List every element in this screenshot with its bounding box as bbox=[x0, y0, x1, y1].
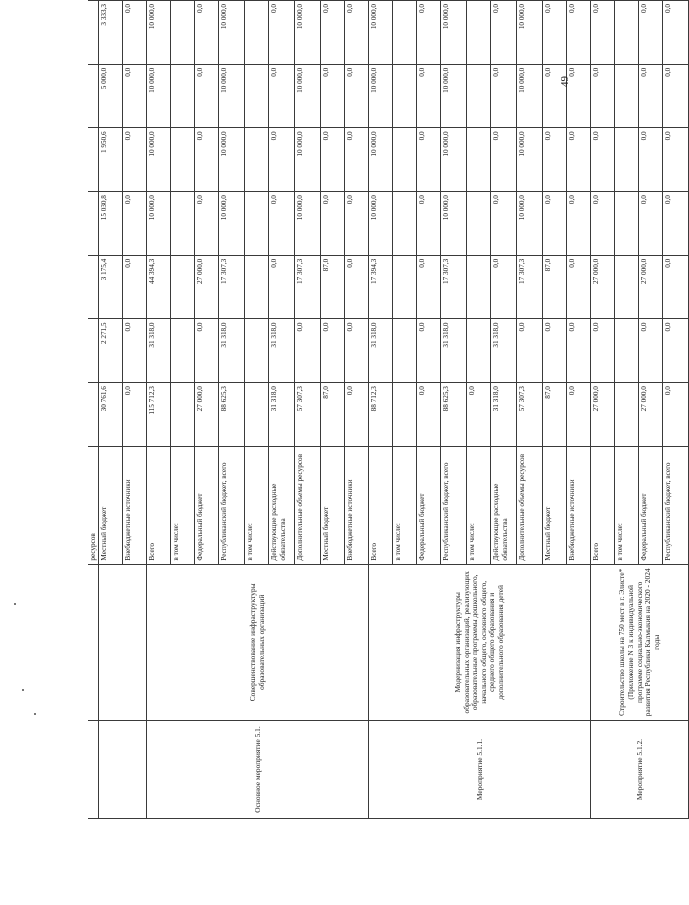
value-cell: 0,0 bbox=[567, 64, 591, 128]
source-label: в том числе: bbox=[245, 446, 269, 564]
value-cell: 0,0 bbox=[567, 128, 591, 192]
value-cell: 17 307,3 bbox=[219, 255, 245, 319]
value-cell: 0,0 bbox=[543, 1, 567, 65]
value-cell: 0,0 bbox=[269, 1, 295, 65]
event-name-cell bbox=[88, 564, 99, 720]
value-cell: 0,0 bbox=[345, 1, 369, 65]
value-cell: 0,0 bbox=[591, 319, 615, 383]
value-cell: 87,0 bbox=[321, 255, 345, 319]
value-cell: 0,0 bbox=[123, 64, 147, 128]
value-cell: 0,0 bbox=[123, 383, 147, 447]
value-cell bbox=[467, 192, 491, 256]
event-cell bbox=[88, 721, 99, 819]
value-cell bbox=[467, 64, 491, 128]
source-label: в том числе: bbox=[171, 446, 195, 564]
value-cell: 0,0 bbox=[417, 319, 441, 383]
event-name-cell: Модернизация инфраструктуры образовательных организаций, реализующих образовательные программы дошкольного, начального общего, основного общего, среднего общего образования и дополнительного образования детей bbox=[369, 564, 591, 720]
value-cell: 27 000,0 bbox=[639, 255, 663, 319]
value-cell: 10 000,0 bbox=[369, 1, 393, 65]
source-label: Федеральный бюджет bbox=[417, 446, 441, 564]
value-cell: 17 307,3 bbox=[295, 255, 321, 319]
value-cell: 0,0 bbox=[663, 64, 689, 128]
value-cell: 0,0 bbox=[417, 64, 441, 128]
value-cell: 0,0 bbox=[543, 128, 567, 192]
value-cell: 0,0 bbox=[517, 319, 543, 383]
value-cell: 0,0 bbox=[123, 1, 147, 65]
value-cell: 0,0 bbox=[417, 1, 441, 65]
value-cell: 0,0 bbox=[467, 383, 491, 447]
scan-mark bbox=[34, 713, 36, 715]
event-id-cell: Основное мероприятие 5.1. bbox=[147, 721, 369, 819]
value-cell: 10 000,0 bbox=[219, 192, 245, 256]
value-cell bbox=[88, 1, 99, 65]
value-cell bbox=[88, 128, 99, 192]
source-label: Республиканский бюджет, всего bbox=[441, 446, 467, 564]
value-cell bbox=[171, 383, 195, 447]
source-label: в том числе: bbox=[393, 446, 417, 564]
value-cell: 87,0 bbox=[543, 255, 567, 319]
value-cell: 10 000,0 bbox=[219, 64, 245, 128]
value-cell: 31 318,0 bbox=[219, 319, 245, 383]
table-row bbox=[147, 1, 171, 819]
value-cell bbox=[245, 319, 269, 383]
scan-mark bbox=[14, 603, 16, 605]
event-name-cell bbox=[99, 564, 147, 720]
value-cell bbox=[88, 64, 99, 128]
value-cell: 0,0 bbox=[663, 192, 689, 256]
value-cell: 0,0 bbox=[591, 1, 615, 65]
value-cell: 0,0 bbox=[567, 319, 591, 383]
source-label: Действующие расходные обязательства bbox=[491, 446, 517, 564]
value-cell: 31 318,0 bbox=[491, 383, 517, 447]
value-cell: 3 333,3 bbox=[99, 1, 123, 65]
value-cell bbox=[615, 255, 639, 319]
table-row bbox=[369, 1, 393, 819]
source-label: Местный бюджет bbox=[321, 446, 345, 564]
value-cell: 88 625,3 bbox=[219, 383, 245, 447]
value-cell bbox=[245, 383, 269, 447]
value-cell: 57 307,3 bbox=[295, 383, 321, 447]
value-cell: 31 318,0 bbox=[269, 319, 295, 383]
value-cell: 0,0 bbox=[269, 255, 295, 319]
value-cell: 0,0 bbox=[491, 192, 517, 256]
value-cell: 0,0 bbox=[639, 319, 663, 383]
value-cell bbox=[467, 128, 491, 192]
value-cell: 0,0 bbox=[321, 128, 345, 192]
value-cell: 10 000,0 bbox=[147, 64, 171, 128]
source-label: Действующие расходные обязательства bbox=[269, 446, 295, 564]
scan-mark bbox=[22, 689, 24, 691]
value-cell: 0,0 bbox=[295, 319, 321, 383]
source-label: Федеральный бюджет bbox=[639, 446, 663, 564]
value-cell bbox=[171, 1, 195, 65]
value-cell: 0,0 bbox=[269, 192, 295, 256]
value-cell: 0,0 bbox=[639, 192, 663, 256]
value-cell: 0,0 bbox=[567, 383, 591, 447]
value-cell: 88 712,3 bbox=[369, 383, 393, 447]
value-cell: 115 712,3 bbox=[147, 383, 171, 447]
value-cell bbox=[393, 319, 417, 383]
value-cell: 0,0 bbox=[321, 319, 345, 383]
value-cell bbox=[393, 383, 417, 447]
value-cell: 0,0 bbox=[269, 64, 295, 128]
value-cell bbox=[615, 128, 639, 192]
source-label: Республиканский бюджет, всего bbox=[219, 446, 245, 564]
value-cell bbox=[88, 192, 99, 256]
value-cell: 87,0 bbox=[543, 383, 567, 447]
value-cell: 0,0 bbox=[417, 192, 441, 256]
value-cell: 0,0 bbox=[491, 128, 517, 192]
value-cell: 5 000,0 bbox=[99, 64, 123, 128]
value-cell: 0,0 bbox=[321, 1, 345, 65]
value-cell bbox=[393, 64, 417, 128]
source-label: Дополнительные объемы ресурсов bbox=[295, 446, 321, 564]
value-cell: 0,0 bbox=[345, 192, 369, 256]
value-cell: 10 000,0 bbox=[147, 192, 171, 256]
source-label: в том числе: bbox=[615, 446, 639, 564]
value-cell: 10 000,0 bbox=[369, 192, 393, 256]
value-cell: 27 000,0 bbox=[195, 383, 219, 447]
source-label: Дополнительные объемы ресурсов bbox=[517, 446, 543, 564]
value-cell: 0,0 bbox=[195, 1, 219, 65]
value-cell: 10 000,0 bbox=[219, 1, 245, 65]
value-cell: 15 030,8 bbox=[99, 192, 123, 256]
table-row bbox=[99, 1, 123, 819]
value-cell bbox=[615, 64, 639, 128]
value-cell: 10 000,0 bbox=[517, 1, 543, 65]
value-cell: 0,0 bbox=[639, 64, 663, 128]
value-cell: 0,0 bbox=[663, 255, 689, 319]
value-cell bbox=[615, 319, 639, 383]
value-cell bbox=[245, 128, 269, 192]
value-cell: 0,0 bbox=[491, 255, 517, 319]
value-cell: 10 000,0 bbox=[369, 128, 393, 192]
value-cell: 0,0 bbox=[543, 192, 567, 256]
value-cell: 31 318,0 bbox=[147, 319, 171, 383]
source-label: Всего bbox=[369, 446, 393, 564]
value-cell: 0,0 bbox=[491, 1, 517, 65]
source-label: Внебюджетные источники bbox=[567, 446, 591, 564]
value-cell: 10 000,0 bbox=[441, 1, 467, 65]
value-cell: 0,0 bbox=[543, 319, 567, 383]
value-cell: 0,0 bbox=[639, 1, 663, 65]
value-cell: 0,0 bbox=[195, 192, 219, 256]
value-cell: 10 000,0 bbox=[147, 128, 171, 192]
value-cell: 57 307,3 bbox=[517, 383, 543, 447]
value-cell: 17 394,3 bbox=[369, 255, 393, 319]
value-cell bbox=[88, 255, 99, 319]
source-label: Внебюджетные источники bbox=[345, 446, 369, 564]
event-id-cell: Мероприятие 5.1.1. bbox=[369, 721, 591, 819]
value-cell: 31 318,0 bbox=[269, 383, 295, 447]
value-cell bbox=[615, 383, 639, 447]
value-cell: 3 175,4 bbox=[99, 255, 123, 319]
table-row bbox=[88, 1, 99, 819]
value-cell bbox=[615, 1, 639, 65]
value-cell: 87,0 bbox=[321, 383, 345, 447]
source-label: Внебюджетные источники bbox=[123, 446, 147, 564]
value-cell bbox=[393, 1, 417, 65]
value-cell: 0,0 bbox=[345, 128, 369, 192]
value-cell bbox=[245, 1, 269, 65]
source-label: в том числе: bbox=[467, 446, 491, 564]
value-cell: 0,0 bbox=[663, 319, 689, 383]
value-cell: 0,0 bbox=[417, 128, 441, 192]
value-cell: 0,0 bbox=[491, 64, 517, 128]
value-cell: 0,0 bbox=[321, 64, 345, 128]
value-cell: 1 950,6 bbox=[99, 128, 123, 192]
value-cell bbox=[245, 64, 269, 128]
value-cell bbox=[171, 128, 195, 192]
value-cell: 0,0 bbox=[591, 192, 615, 256]
value-cell: 0,0 bbox=[543, 64, 567, 128]
value-cell: 0,0 bbox=[567, 192, 591, 256]
value-cell: 0,0 bbox=[195, 319, 219, 383]
value-cell: 0,0 bbox=[195, 64, 219, 128]
value-cell: 44 394,3 bbox=[147, 255, 171, 319]
value-cell bbox=[171, 255, 195, 319]
value-cell: 10 000,0 bbox=[517, 64, 543, 128]
value-cell: 0,0 bbox=[269, 128, 295, 192]
value-cell: 0,0 bbox=[663, 1, 689, 65]
value-cell: 0,0 bbox=[591, 64, 615, 128]
value-cell: 0,0 bbox=[123, 319, 147, 383]
source-label: Республиканский бюджет, всего bbox=[663, 446, 689, 564]
value-cell: 0,0 bbox=[591, 128, 615, 192]
source-label: Всего bbox=[591, 446, 615, 564]
value-cell: 10 000,0 bbox=[441, 128, 467, 192]
source-label: Местный бюджет bbox=[99, 446, 123, 564]
value-cell: 10 000,0 bbox=[147, 1, 171, 65]
value-cell: 0,0 bbox=[345, 319, 369, 383]
event-id-cell: Мероприятие 5.1.2. bbox=[591, 721, 689, 819]
value-cell: 0,0 bbox=[123, 192, 147, 256]
value-cell: 0,0 bbox=[123, 255, 147, 319]
value-cell: 10 000,0 bbox=[441, 64, 467, 128]
value-cell: 27 000,0 bbox=[639, 383, 663, 447]
value-cell: 10 000,0 bbox=[295, 128, 321, 192]
value-cell: 2 271,5 bbox=[99, 319, 123, 383]
value-cell: 0,0 bbox=[345, 383, 369, 447]
value-cell bbox=[171, 319, 195, 383]
value-cell: 0,0 bbox=[195, 128, 219, 192]
source-note: ресурсов bbox=[88, 446, 99, 564]
value-cell: 0,0 bbox=[345, 64, 369, 128]
value-cell: 0,0 bbox=[417, 383, 441, 447]
value-cell: 10 000,0 bbox=[295, 64, 321, 128]
value-cell: 10 000,0 bbox=[295, 192, 321, 256]
value-cell: 17 307,3 bbox=[441, 255, 467, 319]
page-number: 49 bbox=[559, 76, 571, 87]
value-cell bbox=[615, 192, 639, 256]
source-label: Федеральный бюджет bbox=[195, 446, 219, 564]
value-cell: 30 761,6 bbox=[99, 383, 123, 447]
value-cell: 27 000,0 bbox=[591, 383, 615, 447]
value-cell bbox=[245, 255, 269, 319]
value-cell: 0,0 bbox=[567, 255, 591, 319]
value-cell: 0,0 bbox=[567, 1, 591, 65]
table-row bbox=[591, 1, 615, 819]
value-cell bbox=[467, 319, 491, 383]
value-cell bbox=[88, 319, 99, 383]
value-cell bbox=[467, 255, 491, 319]
value-cell bbox=[171, 192, 195, 256]
source-label: Местный бюджет bbox=[543, 446, 567, 564]
value-cell: 10 000,0 bbox=[517, 128, 543, 192]
value-cell: 0,0 bbox=[345, 255, 369, 319]
value-cell: 10 000,0 bbox=[441, 192, 467, 256]
value-cell: 88 625,3 bbox=[441, 383, 467, 447]
value-cell: 31 318,0 bbox=[369, 319, 393, 383]
value-cell: 10 000,0 bbox=[517, 192, 543, 256]
value-cell bbox=[88, 383, 99, 447]
event-id-cell bbox=[99, 721, 147, 819]
value-cell: 27 000,0 bbox=[591, 255, 615, 319]
value-cell bbox=[393, 255, 417, 319]
value-cell bbox=[171, 64, 195, 128]
event-name-cell: Совершенствование инфраструктуры образовательных организаций bbox=[147, 564, 369, 720]
value-cell bbox=[393, 192, 417, 256]
event-name-cell: Строительство школы на 750 мест в г. Элисте* (Приложение N 3 к индивидуальной программе социально-экономического развития Республики Калмыкия на 2020 - 2024 годы bbox=[591, 564, 689, 720]
value-cell: 10 000,0 bbox=[219, 128, 245, 192]
value-cell: 0,0 bbox=[639, 128, 663, 192]
value-cell bbox=[393, 128, 417, 192]
value-cell: 31 318,0 bbox=[491, 319, 517, 383]
value-cell bbox=[245, 192, 269, 256]
value-cell: 0,0 bbox=[417, 255, 441, 319]
value-cell: 0,0 bbox=[663, 383, 689, 447]
budget-table bbox=[88, 0, 689, 819]
value-cell: 0,0 bbox=[663, 128, 689, 192]
value-cell: 17 307,3 bbox=[517, 255, 543, 319]
value-cell: 0,0 bbox=[321, 192, 345, 256]
value-cell: 10 000,0 bbox=[295, 1, 321, 65]
value-cell: 31 318,0 bbox=[441, 319, 467, 383]
value-cell: 10 000,0 bbox=[369, 64, 393, 128]
value-cell: 0,0 bbox=[123, 128, 147, 192]
source-label: Всего bbox=[147, 446, 171, 564]
value-cell: 27 000,0 bbox=[195, 255, 219, 319]
value-cell bbox=[467, 1, 491, 65]
